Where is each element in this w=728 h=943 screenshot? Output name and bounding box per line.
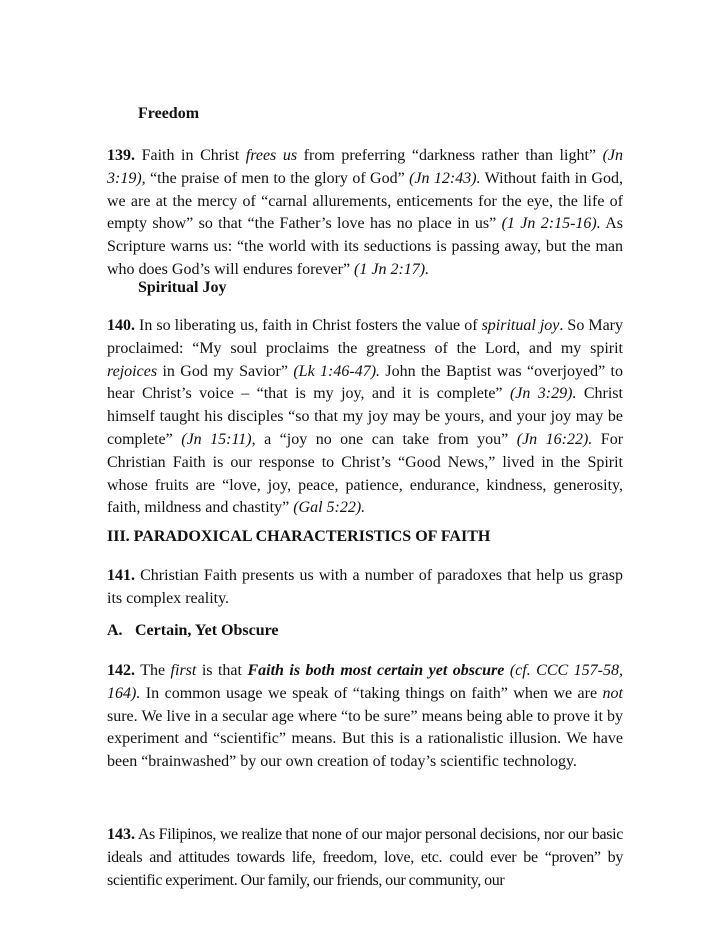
- text-run: from preferring “darkness rather than light”: [297, 147, 603, 164]
- paragraph-number: 143.: [107, 826, 135, 843]
- text-run: is that: [196, 662, 248, 679]
- scripture-citation: (1 Jn 2:15-16).: [501, 215, 601, 233]
- scripture-citation: (Jn 3:19),: [107, 147, 623, 187]
- text-run: Faith in Christ: [135, 147, 246, 164]
- paragraph-140: [107, 315, 623, 520]
- text-run: sure. We live in a secular age where “to be sure” means being able to prove it by experiment and “scientific” means. But this is a rationalistic illusion. We have been “brainwashed” by our own creation of today’s scientific technology.: [107, 707, 623, 771]
- text-run: In common usage we speak of “taking things on faith” when we are: [140, 684, 603, 702]
- scripture-citation: (1 Jn 2:17).: [354, 260, 430, 278]
- paragraph-142: [107, 660, 623, 774]
- section-heading-spiritual-joy: Spiritual Joy: [138, 279, 227, 296]
- text-run: The: [135, 662, 171, 679]
- text-run: John the Baptist was “overjoyed” to hear Christ’s voice – “that is my joy, and it is complete”: [107, 362, 624, 403]
- paragraph-number: 141.: [107, 567, 135, 584]
- paragraph-139: [107, 145, 623, 282]
- text-run: As Filipinos, we realize that none of our major personal decisions, nor our basic ideals and attitudes towards life, freedom, love, etc. could ever be “proven” by scientific experiment. Our family, our friends, our community, our: [107, 826, 623, 889]
- part-heading: III. PARADOXICAL CHARACTERISTICS OF FAITH: [107, 528, 491, 545]
- scripture-citation: (Jn 12:43).: [409, 169, 481, 187]
- emphasis-run: not: [602, 684, 623, 702]
- subsection-heading-a: [107, 620, 279, 642]
- emphasis-run: first: [170, 662, 197, 679]
- text-run: For Christian Faith is our response to Christ’s “Good News,” lived in the Spirit whose fruits are “love, joy, peace, patience, endurance, kindness, generosity, faith, mildness and chastity”: [107, 430, 624, 517]
- text-run: Christ himself taught his disciples “so that my joy may be yours, and your joy may be complete”: [107, 385, 623, 448]
- scripture-citation: (Gal 5:22).: [293, 499, 366, 517]
- emphasis-run: rejoices: [107, 362, 158, 380]
- section-heading-freedom: Freedom: [138, 105, 200, 122]
- text-run: In so liberating us, faith in Christ fosters the value of: [135, 317, 482, 334]
- paragraph-number: 142.: [107, 662, 135, 679]
- paragraph-number: 139.: [107, 147, 135, 164]
- paragraph-141: [107, 565, 623, 611]
- text-run: a “joy no one can take from you”: [255, 430, 517, 448]
- scripture-citation: (Jn 3:29).: [509, 385, 577, 403]
- text-run: in God my Savior”: [157, 362, 294, 380]
- emphasis-run: spiritual joy: [481, 317, 560, 334]
- subsection-title: Certain, Yet Obscure: [135, 622, 279, 639]
- text-run: As Scripture warns us: “the world with its seductions is passing away, but the man who does God’s will endures forever”: [107, 215, 623, 278]
- emphasis-run: frees us: [245, 147, 298, 164]
- scripture-citation: (Jn 16:22).: [516, 430, 593, 448]
- scripture-citation: (Lk 1:46-47).: [293, 362, 381, 380]
- scripture-citation: (Jn 15:11),: [181, 430, 256, 448]
- subsection-letter: A.: [107, 622, 123, 639]
- text-run: “the praise of men to the glory of God”: [145, 169, 410, 187]
- paragraph-number: 140.: [107, 317, 135, 334]
- ccc-citation: (cf. CCC 157-58, 164).: [107, 662, 624, 702]
- bold-italic-run: Faith is both most certain yet obscure: [247, 662, 505, 679]
- text-run: Without faith in God, we are at the mercy of “carnal allurements, enticements for the eye, the life of empty show” so that “the Father’s love has no place in us”: [107, 169, 623, 233]
- paragraph-143: [107, 824, 623, 892]
- text-run: Christian Faith presents us with a number of paradoxes that help us grasp its complex reality.: [107, 567, 623, 607]
- text-run: . So Mary proclaimed: “My soul proclaims the greatness of the Lord, and my spirit: [107, 317, 624, 357]
